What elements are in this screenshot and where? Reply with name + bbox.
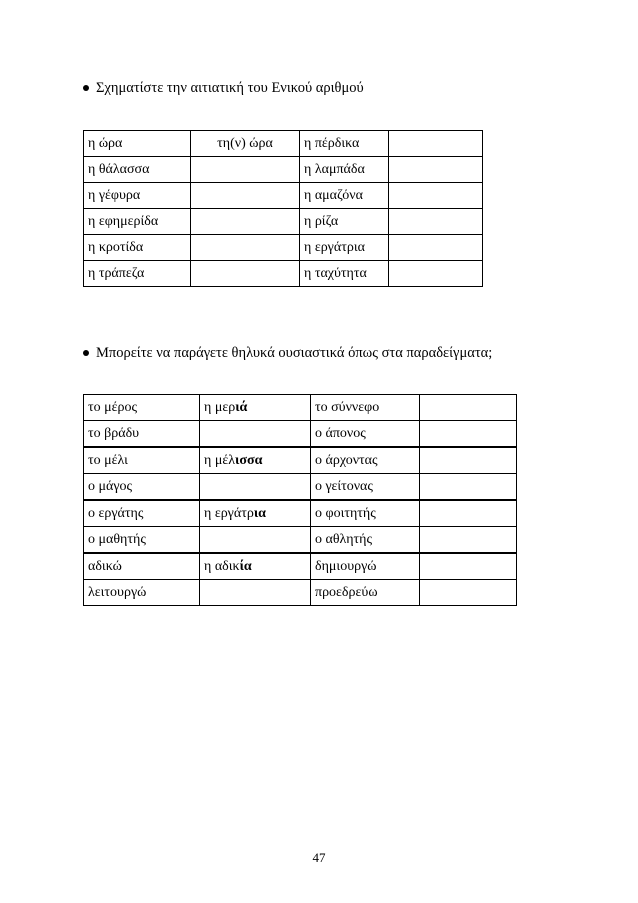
table-row bbox=[84, 553, 517, 580]
word-ending: ια bbox=[253, 505, 266, 521]
table-cell bbox=[200, 395, 311, 421]
answer-cell[interactable] bbox=[389, 209, 483, 235]
table-cell: λειτουργώ bbox=[84, 580, 200, 606]
answer-cell[interactable] bbox=[191, 183, 300, 209]
table-row bbox=[84, 261, 483, 287]
answer-cell[interactable] bbox=[389, 183, 483, 209]
instruction-1 bbox=[96, 79, 364, 97]
table-row bbox=[84, 474, 517, 501]
table-cell: προεδρεύω bbox=[311, 580, 420, 606]
table-cell: η εργάτρια bbox=[300, 235, 389, 261]
table-cell: ο άπονος bbox=[311, 421, 420, 448]
answer-cell[interactable] bbox=[420, 553, 517, 580]
bullet-icon bbox=[83, 85, 89, 91]
table-row bbox=[84, 183, 483, 209]
answer-cell[interactable] bbox=[191, 261, 300, 287]
table-cell: η πέρδικα bbox=[300, 131, 389, 157]
table-row bbox=[84, 209, 483, 235]
answer-cell[interactable] bbox=[389, 235, 483, 261]
feminine-nouns-table bbox=[83, 394, 517, 606]
table-cell: η ώρα bbox=[84, 131, 191, 157]
answer-cell[interactable] bbox=[191, 209, 300, 235]
table-cell: το σύννεφο bbox=[311, 395, 420, 421]
table-cell: αδικώ bbox=[84, 553, 200, 580]
instruction-1-text: Σχηματίστε την αιτιατική του Ενικού αριθμού bbox=[96, 80, 364, 96]
table-row bbox=[84, 131, 483, 157]
word-ending: ία bbox=[239, 558, 252, 574]
answer-cell[interactable] bbox=[420, 421, 517, 448]
answer-cell[interactable] bbox=[191, 235, 300, 261]
table-cell: ο γείτονας bbox=[311, 474, 420, 501]
table-row bbox=[84, 527, 517, 554]
answer-cell[interactable] bbox=[420, 447, 517, 474]
instruction-2 bbox=[96, 344, 492, 362]
table-row bbox=[84, 580, 517, 606]
answer-cell[interactable] bbox=[200, 580, 311, 606]
answer-cell[interactable] bbox=[200, 421, 311, 448]
table-cell: η γέφυρα bbox=[84, 183, 191, 209]
answer-cell[interactable] bbox=[389, 131, 483, 157]
table-cell: το βράδυ bbox=[84, 421, 200, 448]
bullet-icon bbox=[83, 350, 89, 356]
table-row bbox=[84, 421, 517, 448]
table-cell: το μέρος bbox=[84, 395, 200, 421]
page-number: 47 bbox=[312, 850, 326, 865]
table-row bbox=[84, 500, 517, 527]
table-cell: τη(ν) ώρα bbox=[191, 131, 300, 157]
answer-cell[interactable] bbox=[200, 474, 311, 501]
table-cell: η θάλασσα bbox=[84, 157, 191, 183]
table-cell bbox=[200, 447, 311, 474]
word-stem: η αδικ bbox=[204, 558, 240, 574]
table-cell: η λαμπάδα bbox=[300, 157, 389, 183]
answer-cell[interactable] bbox=[389, 157, 483, 183]
word-stem: η μέλ bbox=[204, 452, 235, 468]
word-stem: η εργάτρ bbox=[204, 505, 254, 521]
table-cell: ο φοιτητής bbox=[311, 500, 420, 527]
table-cell: ο αθλητής bbox=[311, 527, 420, 554]
accusative-exercise-table bbox=[83, 130, 483, 287]
table-cell: η κροτίδα bbox=[84, 235, 191, 261]
answer-cell[interactable] bbox=[389, 261, 483, 287]
word-ending: ισσα bbox=[235, 452, 263, 468]
table-cell: ο εργάτης bbox=[84, 500, 200, 527]
instruction-2-text: Μπορείτε να παράγετε θηλυκά ουσιαστικά όπως στα παραδείγματα; bbox=[96, 345, 493, 361]
word-ending: ιά bbox=[235, 399, 248, 415]
table-cell: η ρίζα bbox=[300, 209, 389, 235]
answer-cell[interactable] bbox=[420, 580, 517, 606]
table-row bbox=[84, 395, 517, 421]
table-row bbox=[84, 447, 517, 474]
answer-cell[interactable] bbox=[200, 527, 311, 554]
table-cell: η εφημερίδα bbox=[84, 209, 191, 235]
table-cell: η τράπεζα bbox=[84, 261, 191, 287]
answer-cell[interactable] bbox=[420, 474, 517, 501]
word-stem: η μερ bbox=[204, 399, 236, 415]
table-cell bbox=[200, 500, 311, 527]
table-cell: το μέλι bbox=[84, 447, 200, 474]
table-row bbox=[84, 157, 483, 183]
table-cell: η ταχύτητα bbox=[300, 261, 389, 287]
table-cell: ο μαθητής bbox=[84, 527, 200, 554]
answer-cell[interactable] bbox=[420, 395, 517, 421]
answer-cell[interactable] bbox=[420, 500, 517, 527]
answer-cell[interactable] bbox=[420, 527, 517, 554]
table-row bbox=[84, 235, 483, 261]
table-cell: η αμαζόνα bbox=[300, 183, 389, 209]
table-cell bbox=[200, 553, 311, 580]
table-cell: ο άρχοντας bbox=[311, 447, 420, 474]
table-cell: δημιουργώ bbox=[311, 553, 420, 580]
table-cell: ο μάγος bbox=[84, 474, 200, 501]
answer-cell[interactable] bbox=[191, 157, 300, 183]
